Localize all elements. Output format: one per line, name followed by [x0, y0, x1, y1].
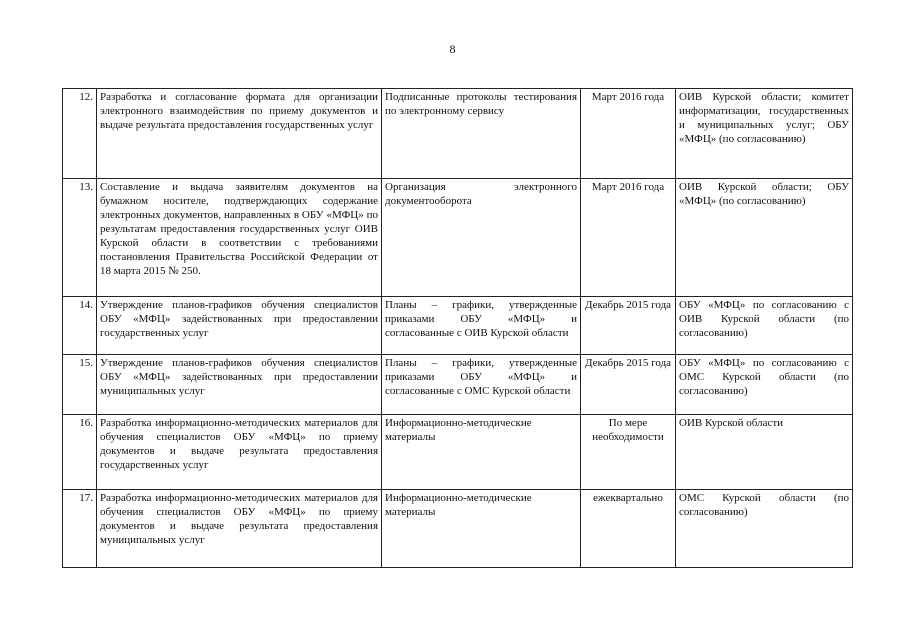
responsible-cell: ОМС Курской области (по согласованию)	[676, 490, 853, 568]
result-cell: Подписанные протоколы тестирования по электронному сервису	[382, 89, 581, 179]
responsible-cell: ОИВ Курской области	[676, 415, 853, 490]
term-cell: ежеквартально	[581, 490, 676, 568]
table-row	[63, 490, 853, 568]
activity-cell: Разработка информационно-методических материалов для обучения специалистов ОБУ «МФЦ» по приему документов и выдаче результата предоставления государственных услуг	[97, 415, 382, 490]
page-number: 8	[449, 42, 456, 56]
activity-cell: Утверждение планов-графиков обучения специалистов ОБУ «МФЦ» задействованных при предоставлении государственных услуг	[97, 297, 382, 355]
row-number: 15.	[63, 355, 97, 415]
row-number: 12.	[63, 89, 97, 179]
row-number: 17.	[63, 490, 97, 568]
result-cell: Планы – графики, утвержденные приказами ОБУ «МФЦ» и согласованные с ОМС Курской области	[382, 355, 581, 415]
result-cell: Информационно-методические материалы	[382, 415, 581, 490]
action-plan-table	[62, 88, 853, 568]
activity-cell: Разработка информационно-методических материалов для обучения специалистов ОБУ «МФЦ» по приему документов и выдаче результата предоставления муниципальных услуг	[97, 490, 382, 568]
row-number: 13.	[63, 179, 97, 297]
table-row	[63, 89, 853, 179]
term-cell: Март 2016 года	[581, 89, 676, 179]
responsible-cell: ОИВ Курской области; комитет информатизации, государственных и муниципальных услуг; ОБУ «МФЦ» (по согласованию)	[676, 89, 853, 179]
table-row	[63, 179, 853, 297]
term-cell: Декабрь 2015 года	[581, 297, 676, 355]
table-row	[63, 297, 853, 355]
activity-cell: Разработка и согласование формата для организации электронного взаимодействия по приему документов и выдаче результата предоставления государственных услуг	[97, 89, 382, 179]
table-row	[63, 415, 853, 490]
result-cell: Организация электронного документооборота	[382, 179, 581, 297]
responsible-cell: ОБУ «МФЦ» по согласованию с ОМС Курской области (по согласованию)	[676, 355, 853, 415]
term-cell: Декабрь 2015 года	[581, 355, 676, 415]
table-row	[63, 355, 853, 415]
responsible-cell: ОБУ «МФЦ» по согласованию с ОИВ Курской области (по согласованию)	[676, 297, 853, 355]
row-number: 16.	[63, 415, 97, 490]
activity-cell: Составление и выдача заявителям документов на бумажном носителе, подтверждающих содержание электронных документов, направленных в ОБУ «МФЦ» по результатам предоставления государственных услуг ОИВ Курской области в соответствии с требованиями постановления Правительства Российской Федерации от 18 марта 2015 № 250.	[97, 179, 382, 297]
result-cell: Информационно-методические материалы	[382, 490, 581, 568]
activity-cell: Утверждение планов-графиков обучения специалистов ОБУ «МФЦ» задействованных при предоставлении муниципальных услуг	[97, 355, 382, 415]
term-cell: По мере необходимости	[581, 415, 676, 490]
responsible-cell: ОИВ Курской области; ОБУ «МФЦ» (по согласованию)	[676, 179, 853, 297]
row-number: 14.	[63, 297, 97, 355]
term-cell: Март 2016 года	[581, 179, 676, 297]
result-cell: Планы – графики, утвержденные приказами ОБУ «МФЦ» и согласованные с ОИВ Курской области	[382, 297, 581, 355]
